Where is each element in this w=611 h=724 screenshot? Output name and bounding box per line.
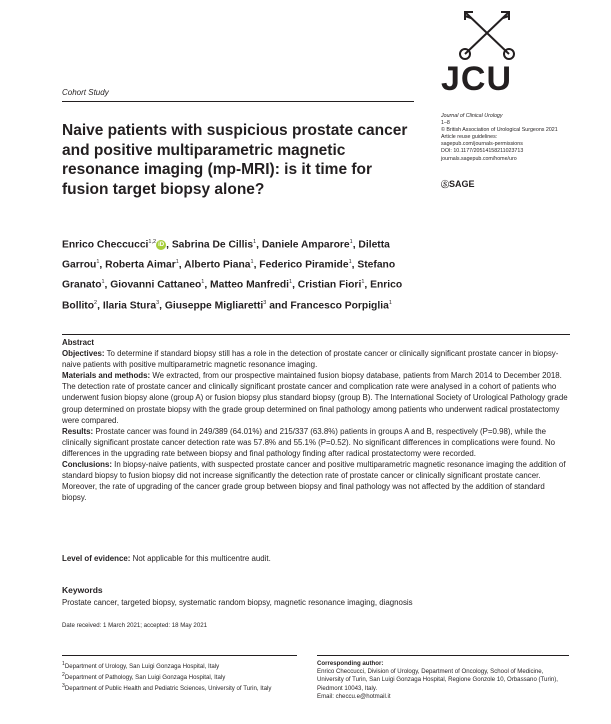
orcid-icon[interactable]: iD bbox=[158, 241, 165, 248]
affiliation-line: $^3$Department of Public Health and Pediatric Sciences, University of Turin, Italy bbox=[62, 683, 272, 693]
affiliations-rule bbox=[62, 655, 297, 656]
keywords-heading: Keywords bbox=[62, 585, 103, 595]
author-name: Roberta Aimar bbox=[105, 259, 176, 271]
author-name: Daniele Amparore bbox=[261, 239, 350, 251]
corresponding-address: Enrico Checcucci, Division of Urology, Department of Oncology, School of Medicine, University of Turin, San Luigi Gonzaga Hospital, Regione Gonzole 10, Orbassano (Turin), Piedmont 10043, Italy. bbox=[317, 668, 558, 692]
crossed-keys-emblem-icon bbox=[457, 2, 517, 60]
author-separator: , bbox=[166, 239, 172, 251]
methods-paragraph: Materials and methods: We extracted, from our prospective maintained fusion biopsy database, patients from March 2014 to December 2018. The detection rate of prostate cancer and clinically significant prostate cancer and complication rate were analysed in a cohort of patients who underwent fusion biopsy alone (group A) or fusion biopsy plus standard biopsy (group B). The International Society of Urological Pathology grade group determined on prostate biopsy with the grade group determined on final pathology among patients who underwent radical prostatectomy were compared. bbox=[62, 371, 568, 425]
corresponding-email[interactable]: Email: checcu.e@hotmail.it bbox=[317, 692, 391, 700]
author-name: Enrico Bollito bbox=[62, 279, 403, 312]
author-affiliation-sup: 1 bbox=[250, 259, 254, 266]
author-name: Giuseppe Migliaretti bbox=[164, 300, 264, 312]
author-affiliation-sup: 1 bbox=[348, 259, 352, 266]
author-affiliation-sup: 3 bbox=[156, 299, 160, 306]
author-separator: , bbox=[352, 239, 359, 251]
reuse-label: Article reuse guidelines: bbox=[441, 134, 498, 141]
author-separator: , bbox=[256, 239, 262, 251]
author-affiliation-sup: 1 bbox=[101, 279, 105, 286]
author-affiliation-sup: 1 bbox=[388, 299, 392, 306]
author-name: Stefano Granato bbox=[62, 259, 396, 291]
objectives-paragraph: Objectives: To determine if standard biopsy still has a role in the detection of prostate cancer or clinically significant prostate cancer in biopsy-naive patients with positive multiparametric magnetic resonance imaging. bbox=[62, 349, 559, 370]
study-type: Cohort Study bbox=[62, 88, 109, 97]
author-separator: , bbox=[253, 259, 260, 271]
author-name: Sabrina De Cillis bbox=[171, 239, 254, 251]
author-separator: , bbox=[204, 279, 211, 291]
author-affiliation-sup: 1,2 bbox=[148, 239, 157, 245]
author-name: Francesco Porpiglia bbox=[290, 300, 389, 312]
author-affiliation-sup: 3 bbox=[263, 299, 267, 306]
author-separator: , bbox=[104, 279, 111, 291]
author-name: Matteo Manfredi bbox=[210, 279, 289, 291]
doi[interactable]: DOI: 10.1177/20514158211023713 bbox=[441, 148, 524, 155]
author-name: Cristian Fiori bbox=[297, 279, 362, 291]
author-affiliation-sup: 1 bbox=[289, 279, 293, 286]
page-range: 1–8 bbox=[441, 120, 450, 127]
author-separator: , bbox=[292, 279, 298, 291]
author-affiliation-sup: 1 bbox=[349, 239, 353, 245]
author-separator: , bbox=[97, 300, 103, 312]
author-name: Alberto Piana bbox=[184, 259, 251, 271]
author-affiliation-sup: 1 bbox=[96, 259, 100, 266]
author-separator: , bbox=[159, 300, 165, 312]
journal-meta bbox=[441, 113, 601, 163]
author-affiliation-sup: 1 bbox=[175, 259, 179, 266]
author-affiliation-sup: 2 bbox=[94, 299, 98, 306]
results-paragraph: Results: Prostate cancer was found in 249/389 (64.01%) and 215/337 (63.8%) patients in groups A and B, respectively (P=0.98), while the clinically significant prostate cancer detection rate was 57.8% and 55.1% (P=0.52). No significant differences in complications were found. No differences in the upgrading rate between biopsy and final pathology finding after radical prostatectomy were recorded. bbox=[62, 426, 556, 458]
author-name: Federico Piramide bbox=[259, 259, 349, 271]
dates: Date received: 1 March 2021; accepted: 18 May 2021 bbox=[62, 622, 207, 629]
journal-logo: JCU bbox=[441, 60, 513, 98]
journal-home-link[interactable]: journals.sagepub.com/home/uro bbox=[441, 155, 517, 162]
author-separator: , bbox=[178, 259, 185, 271]
author-separator: , bbox=[364, 279, 371, 291]
abstract bbox=[62, 337, 570, 543]
author-name: Diletta Garrou bbox=[62, 239, 390, 271]
affiliations bbox=[62, 660, 297, 694]
author-name: Giovanni Cattaneo bbox=[110, 279, 202, 291]
author-separator: , bbox=[351, 259, 358, 271]
author-affiliation-sup: 1 bbox=[361, 279, 365, 286]
permissions-link[interactable]: sagepub.com/journals-permissions bbox=[441, 141, 523, 148]
author-separator: and bbox=[266, 300, 291, 312]
publisher-logo: ⓈSAGE bbox=[441, 179, 475, 189]
affiliation-line: $^1$Department of Urology, San Luigi Gonzaga Hospital, Italy bbox=[62, 661, 220, 671]
author-affiliation-sup: 1 bbox=[253, 239, 257, 245]
copyright: © British Association of Urological Surgeons 2021 bbox=[441, 127, 558, 134]
article-title: Naive patients with suspicious prostate cancer and positive multiparametric magnetic resonance imaging (mp-MRI): is it time for fusion target biopsy alone? bbox=[62, 122, 408, 198]
level-of-evidence: Level of evidence: Not applicable for this multicentre audit. bbox=[62, 554, 271, 563]
journal-name: Journal of Clinical Urology bbox=[441, 113, 503, 119]
abstract-heading: Abstract bbox=[62, 338, 95, 347]
author-list bbox=[62, 234, 422, 315]
abstract-rule bbox=[62, 334, 570, 335]
author-affiliation-sup: 1 bbox=[201, 279, 205, 286]
sage-icon: Ⓢ bbox=[441, 180, 449, 189]
author-name: Enrico Checcucci bbox=[62, 239, 149, 251]
keywords: Prostate cancer, targeted biopsy, systematic random biopsy, magnetic resonance imaging, diagnosis bbox=[62, 598, 413, 607]
header-rule bbox=[62, 101, 414, 102]
author-separator: , bbox=[99, 259, 106, 271]
author-name: Ilaria Stura bbox=[102, 300, 157, 312]
corresponding-rule bbox=[317, 655, 569, 656]
corresponding-author bbox=[317, 660, 569, 701]
conclusions-paragraph: Conclusions: In biopsy-naive patients, with suspected prostate cancer and positive multiparametric magnetic resonance imaging the addition of standard biopsy to fusion biopsy did not increase significantly the detection rate of prostate cancer or clinically significant prostate cancer. Moreover, the rate of upgrading of the cancer grade group between biopsy and final pathology was not affected by the addition of standard biopsy. bbox=[62, 460, 566, 503]
affiliation-line: $^2$Department of Pathology, San Luigi Gonzaga Hospital, Italy bbox=[62, 672, 226, 682]
corresponding-heading: Corresponding author: bbox=[317, 660, 384, 667]
